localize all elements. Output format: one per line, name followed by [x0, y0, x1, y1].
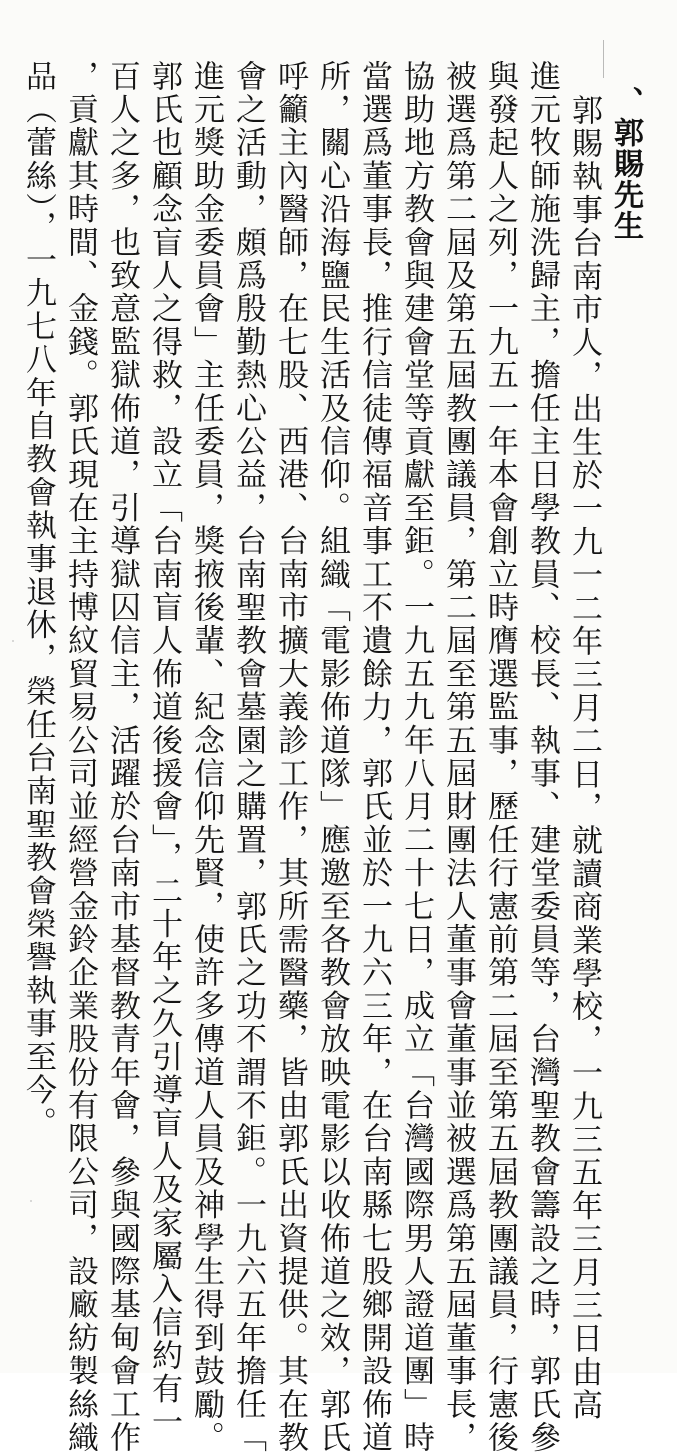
text-column-8: 呼籲主內醫師，在七股、西港、台南市擴大義診工作，其所需醫藥，皆由郭氏出資提供。其在教: [272, 60, 308, 1454]
section-heading: 、郭賜先生: [608, 86, 643, 241]
text-column-11: 郭氏也顧念盲人之得救，設立「台南盲人佈道後援會」，二十年之久引導盲人及家屬入信約有一: [146, 60, 182, 1439]
scan-speck: [30, 1200, 32, 1202]
text-column-13: ，貢獻其時間、金錢。郭氏現在主持博紋貿易公司並經營金鈴企業股份有限公司，設廠紡製絲織: [62, 60, 98, 1454]
text-column-6: 當選爲董事長，推行信徒傳福音事工不遺餘力，郭氏並於一九六三年，在台南縣七股鄉開設佈道: [356, 60, 392, 1454]
text-column-14: 品（蕾絲），一九七八年自教會執事退休，榮任台南聖教會榮譽執事至今。: [20, 60, 56, 1141]
text-column-3: 與發起人之列，一九五一年本會創立時膺選監事，歷任行憲前第二屆至第五屆教團議員，行憲後: [482, 60, 518, 1454]
scan-speck: [12, 640, 14, 642]
text-column-1: 郭賜執事台南市人，出生於一九一二年三月二日，就讀商業學校，一九三五年三月三日由高: [566, 94, 602, 1422]
scan-edge-mark: [603, 40, 604, 78]
text-column-12: 百人之多，也致意監獄佈道，引導獄囚信主，活躍於台南市基督教青年會，參與國際基甸會工作: [104, 60, 140, 1454]
text-column-5: 協助地方教會與建會堂等貢獻至鉅。一九五九年八月二十七日，成立「台灣國際男人證道團」時: [398, 60, 434, 1454]
text-column-10: 進元獎助金委員會」主任委員，獎掖後輩、紀念信仰先賢，使許多傳道人員及神學生得到鼓勵。: [188, 60, 224, 1454]
scan-speck: [470, 1345, 472, 1347]
text-column-7: 所，關心沿海鹽民生活及信仰。組織「電影佈道隊」應邀至各教會放映電影以收佈道之效，郭氏: [314, 60, 350, 1454]
text-column-4: 被選爲第二屆及第五屆教團議員，第二屆至第五屆財團法人董事會董事並被選爲第五屆董事長，: [440, 60, 476, 1454]
text-column-2: 進元牧師施洗歸主，擔任主日學教員、校長、執事、建堂委員等，台灣聖教會籌設之時，郭氏參: [524, 60, 560, 1454]
text-column-9: 會之活動，頗爲殷勤熱心公益，台南聖教會墓園之購置，郭氏之功不謂不鉅。一九六五年擔任「: [230, 60, 266, 1454]
